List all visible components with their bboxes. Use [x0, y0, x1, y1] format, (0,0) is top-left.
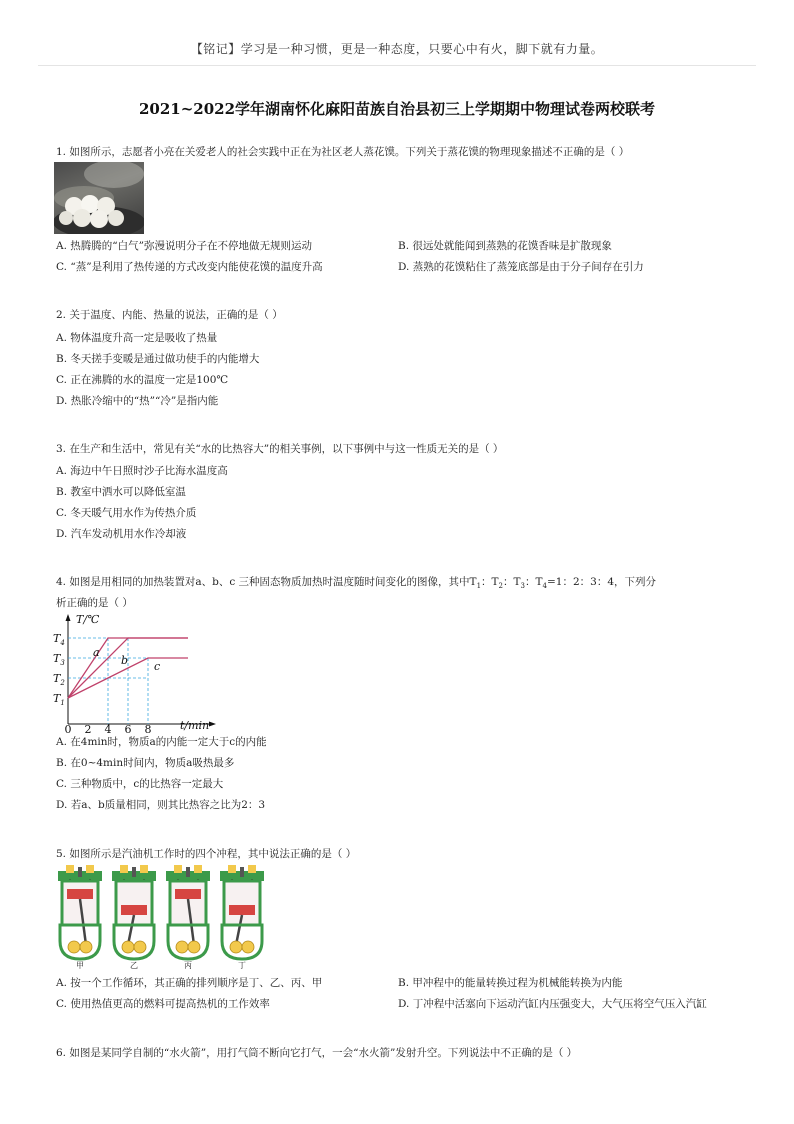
question-5-option-b: B. 甲冲程中的能量转换过程为机械能转换为内能	[398, 977, 623, 989]
crank-gear-right	[134, 941, 146, 953]
t3-subscript: 3	[520, 582, 525, 591]
spark-plug	[78, 867, 82, 877]
crank-gear-left	[122, 941, 134, 953]
engine-stroke-label: 丁	[238, 961, 246, 969]
question-1-option-a: A. 热腾腾的“白气”弥漫说明分子在不停地做无规则运动	[56, 240, 312, 252]
piston	[121, 905, 147, 915]
piston	[67, 889, 93, 899]
question-4-option-b: B. 在0~4min时间内，物质a吸热最多	[56, 757, 235, 769]
question-4-option-d: D. 若a、b质量相同，则其比热容之比为2：3	[56, 799, 266, 811]
question-1-option-d: D. 蒸熟的花馍粘住了蒸笼底部是由于分子间存在引力	[398, 261, 644, 273]
question-6-stem: 6. 如图是某同学自制的“水火箭”，用打气筒不断向它打气，一会“水火箭”发射升空。下列说法中不正确的是（ ）	[56, 1047, 578, 1059]
y-tick-label-t1: $T_1$	[53, 692, 65, 707]
temperature-time-graph	[50, 612, 220, 734]
curve-label-a: a	[93, 646, 100, 659]
engine-stroke-3	[166, 865, 210, 969]
t4-subscript: 4	[542, 582, 547, 591]
exhaust-port	[194, 865, 202, 873]
crank-gear-left	[176, 941, 188, 953]
exhaust-port	[140, 865, 148, 873]
curve-label-b: b	[121, 654, 129, 667]
crank-gear-right	[80, 941, 92, 953]
page-title: 2021~2022学年湖南怀化麻阳苗族自治县初三上学期期中物理试卷两校联考	[138, 100, 656, 118]
question-1-option-c: C. “蒸”是利用了热传递的方式改变内能使花馍的温度升高	[56, 261, 323, 273]
header-divider	[38, 65, 756, 66]
engine-stroke-4	[220, 865, 264, 969]
question-5-option-d: D. 丁冲程中活塞向下运动汽缸内压强变大，大气压将空气压入汽缸	[398, 998, 707, 1010]
question-2-option-d: D. 热胀冷缩中的“热”“冷”是指内能	[56, 395, 219, 407]
spark-plug	[240, 867, 244, 877]
question-1-option-b: B. 很远处就能闻到蒸熟的花馍香味是扩散现象	[398, 240, 612, 252]
x-tick-label-2: 2	[84, 723, 92, 734]
intake-port	[228, 865, 236, 873]
question-3-option-b: B. 教室中洒水可以降低室温	[56, 486, 186, 498]
question-4-stem	[56, 575, 656, 593]
graph-x-label: t/min	[180, 719, 210, 732]
question-5-stem: 5. 如图所示是汽油机工作时的四个冲程，其中说法正确的是（ ）	[56, 848, 357, 860]
crank-gear-right	[188, 941, 200, 953]
question-1-stem: 1. 如图所示，志愿者小亮在关爱老人的社会实践中正在为社区老人蒸花馍。下列关于蒸花馍的物理现象描述不正确的是（ ）	[56, 146, 630, 158]
question-4-stem-part1: 4. 如图是用相同的加热装置对a、b、c 三种固态物质加热时温度随时间变化的图像，其中T	[56, 576, 477, 588]
question-4-stem-part4: ：T	[525, 576, 543, 588]
graph-y-label: T/℃	[76, 613, 100, 626]
question-3-option-d: D. 汽车发动机用水作冷却液	[56, 528, 187, 540]
x-tick-label-6: 6	[124, 723, 132, 734]
x-tick-label-4: 4	[104, 723, 112, 734]
engine-stroke-1	[58, 865, 102, 969]
y-tick-label-t4: $T_4$	[53, 632, 65, 647]
four-stroke-engine-figure	[54, 865, 272, 969]
crank-gear-left	[230, 941, 242, 953]
piston	[229, 905, 255, 915]
page-motto: 【铭记】学习是一种习惯，更是一种态度，只要心中有火，脚下就有力量。	[190, 42, 604, 56]
graph-y-arrow	[66, 614, 71, 621]
intake-port	[120, 865, 128, 873]
question-2-stem: 2. 关于温度、内能、热量的说法，正确的是（ ）	[56, 309, 283, 321]
crankcase	[168, 925, 208, 959]
question-4-stem-part5: =1：2：3：4，下列分	[546, 576, 657, 588]
engine-stroke-2	[112, 865, 156, 969]
curve-label-c: c	[154, 660, 161, 673]
intake-port	[174, 865, 182, 873]
y-tick-label-t3: $T_3$	[53, 652, 65, 667]
steamed-buns-image	[54, 162, 144, 234]
question-4-stem-part3: ：T	[503, 576, 521, 588]
exhaust-port	[248, 865, 256, 873]
crank-gear-left	[68, 941, 80, 953]
spark-plug	[132, 867, 136, 877]
question-4-option-a: A. 在4min时，物质a的内能一定大于c的内能	[56, 736, 267, 748]
crank-gear-right	[242, 941, 254, 953]
question-5-option-c: C. 使用热值更高的燃料可提高热机的工作效率	[56, 998, 270, 1010]
piston	[175, 889, 201, 899]
graph-x-arrow	[209, 722, 216, 727]
steamed-buns-photo	[54, 162, 144, 234]
question-4-stem-part2: ：T	[481, 576, 499, 588]
exhaust-port	[86, 865, 94, 873]
t1-subscript: 1	[476, 582, 482, 591]
x-tick-label-0: 0	[64, 723, 72, 734]
intake-port	[66, 865, 74, 873]
t2-subscript: 2	[498, 582, 504, 591]
x-tick-label-8: 8	[144, 723, 152, 734]
question-4-stem-line2: 析正确的是（ ）	[56, 597, 133, 609]
engine-stroke-label: 甲	[76, 961, 84, 969]
question-3-option-a: A. 海边中午日照时沙子比海水温度高	[56, 465, 228, 477]
crankcase	[60, 925, 100, 959]
question-2-option-a: A. 物体温度升高一定是吸收了热量	[56, 332, 218, 344]
crankcase	[114, 925, 154, 959]
question-2-option-c: C. 正在沸腾的水的温度一定是100℃	[56, 374, 229, 386]
engine-stroke-label: 丙	[184, 961, 192, 969]
question-3-option-c: C. 冬天暖气用水作为传热介质	[56, 507, 197, 519]
engine-stroke-label: 乙	[130, 961, 138, 969]
crankcase	[222, 925, 262, 959]
spark-plug	[186, 867, 190, 877]
question-2-option-b: B. 冬天搓手变暖是通过做功使手的内能增大	[56, 353, 260, 365]
question-5-option-a: A. 按一个工作循环，其正确的排列顺序是丁、乙、丙、甲	[56, 977, 323, 989]
question-3-stem: 3. 在生产和生活中，常见有关“水的比热容大”的相关事例，以下事例中与这一性质无关的是（ ）	[56, 443, 504, 455]
question-4-option-c: C. 三种物质中，c的比热容一定最大	[56, 778, 224, 790]
y-tick-label-t2: $T_2$	[53, 672, 65, 687]
